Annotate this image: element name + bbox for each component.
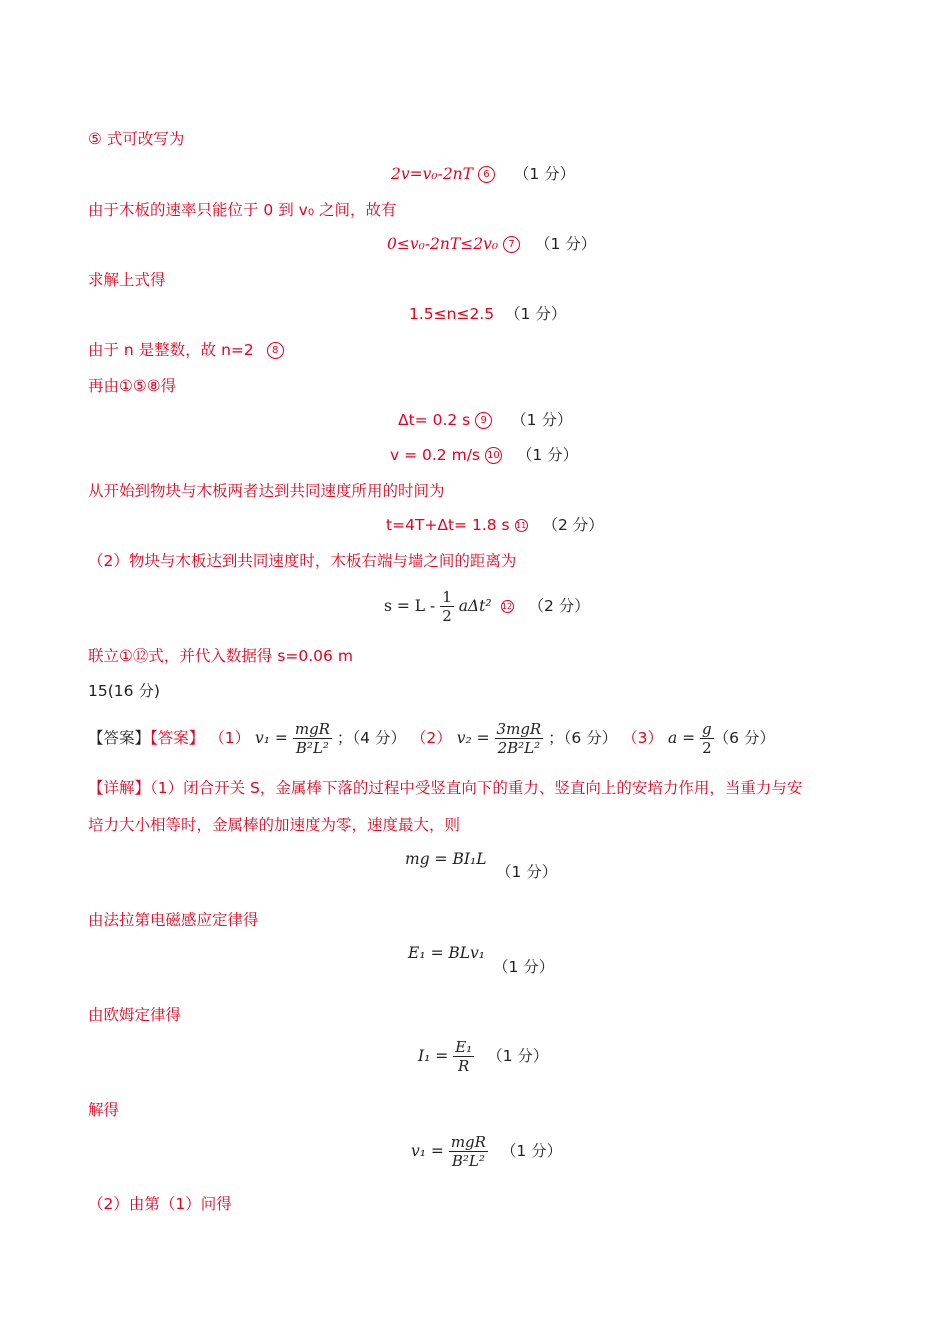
text-line	[88, 339, 284, 361]
score: （1 分）	[493, 958, 555, 976]
text: 由于 n 是整数，故 n=2	[88, 341, 254, 359]
answer-line	[88, 716, 775, 760]
text-line: （2）物块与木板达到共同速度时，木板右端与墙之间的距离为	[88, 552, 517, 570]
score: （1 分）	[500, 1142, 563, 1160]
part-label: （2）	[410, 729, 452, 747]
equation: t=4T+Δt= 1.8 s	[386, 516, 510, 534]
equation-line	[386, 514, 604, 536]
denominator: R	[458, 1057, 470, 1075]
fraction	[495, 720, 544, 757]
equation-number: 12	[501, 602, 513, 611]
score: （1 分）	[534, 235, 597, 253]
equation-lhs: s = L -	[384, 597, 436, 615]
denominator: 2	[702, 739, 712, 757]
numerator: 3mgR	[496, 720, 542, 738]
equation-line	[408, 942, 485, 964]
text-line: 求解上式得	[88, 271, 166, 289]
score: （1 分）	[511, 411, 573, 429]
score: （1 分）	[496, 863, 558, 881]
fraction	[449, 1133, 488, 1170]
score: （1 分）	[513, 165, 576, 183]
score: （2 分）	[528, 597, 590, 615]
equation: 2v=v₀-2nT	[391, 165, 473, 183]
fraction	[440, 588, 454, 625]
score: ；（6 分）	[548, 729, 618, 747]
detail-tag: 【详解】	[88, 779, 151, 797]
text-line: （2）由第（1）问得	[88, 1195, 232, 1213]
part-label: （1）	[209, 729, 251, 747]
equation-lhs: v₁ =	[411, 1142, 444, 1160]
fraction	[700, 720, 714, 757]
equation-line	[418, 1036, 548, 1076]
equation-rhs: aΔt²	[458, 597, 492, 615]
score: （1 分）	[487, 1047, 549, 1065]
numerator: g	[702, 720, 712, 738]
equation-number: 8	[267, 342, 284, 359]
score: ；（4 分）	[336, 729, 406, 747]
equation-number: 9	[475, 412, 492, 429]
denominator: B²L²	[451, 1152, 485, 1170]
equation-line	[398, 409, 572, 431]
equation-number: 11	[515, 521, 527, 530]
equation: mg = BI₁L	[405, 850, 487, 868]
equation-line	[387, 233, 596, 255]
detail-line: 培力大小相等时，金属棒的加速度为零，速度最大，则	[88, 816, 461, 834]
equation: E₁ = BLv₁	[408, 944, 486, 962]
score: （2 分）	[542, 516, 604, 534]
equation-number: 6	[478, 166, 495, 183]
numerator: mgR	[294, 720, 330, 738]
equation: Δt= 0.2 s	[398, 411, 471, 429]
detail-text: （1）闭合开关 S，金属棒下落的过程中受竖直向下的重力、竖直向上的安培力作用，当重力与安	[150, 779, 803, 797]
equation-number: 10	[485, 447, 502, 464]
denominator: B²L²	[295, 739, 329, 757]
equation-line	[384, 586, 590, 626]
equation-line	[405, 848, 486, 870]
text-line: 再由①⑤⑧得	[88, 377, 177, 395]
denominator: 2	[442, 607, 452, 625]
equation-number: 7	[503, 236, 520, 253]
score: （6 分）	[713, 729, 775, 747]
equation-line	[391, 163, 575, 185]
equation-line	[390, 444, 578, 466]
equation-lhs: I₁ =	[418, 1047, 449, 1065]
equation: 0≤v₀-2nT≤2v₀	[387, 235, 499, 253]
detail-line	[88, 777, 802, 799]
text-line: 从开始到物块与木板两者达到共同速度所用的时间为	[88, 482, 445, 500]
text-line: 由欧姆定律得	[88, 1006, 182, 1024]
score: （1 分）	[516, 446, 579, 464]
equation-line	[409, 303, 566, 325]
equation: v = 0.2 m/s	[390, 446, 480, 464]
denominator: 2B²L²	[497, 739, 541, 757]
text-line: 解得	[88, 1101, 120, 1119]
equation: 1.5≤n≤2.5	[409, 305, 495, 323]
text-line: 由法拉第电磁感应定律得	[88, 911, 259, 929]
text-line: ⑤ 式可改写为	[88, 130, 185, 148]
question-number: 15(16 分)	[88, 682, 160, 700]
numerator: E₁	[455, 1038, 473, 1056]
part-label: （3）	[622, 729, 664, 747]
numerator: 1	[442, 588, 452, 606]
equation-line	[411, 1131, 562, 1171]
equation-lhs: a =	[667, 729, 696, 747]
fraction	[453, 1038, 474, 1075]
answer-tag: 【答案】	[88, 729, 151, 747]
text-line: 联立①⑫式，并代入数据得 s=0.06 m	[88, 647, 353, 665]
numerator: mgR	[450, 1133, 486, 1151]
equation-lhs: v₁ =	[255, 729, 288, 747]
text-line: 由于木板的速率只能位于 0 到 v₀ 之间，故有	[88, 201, 397, 219]
fraction	[293, 720, 332, 757]
equation-lhs: v₂ =	[456, 729, 490, 747]
answer-tag: 【答案】	[150, 729, 205, 747]
score: （1 分）	[505, 305, 567, 323]
